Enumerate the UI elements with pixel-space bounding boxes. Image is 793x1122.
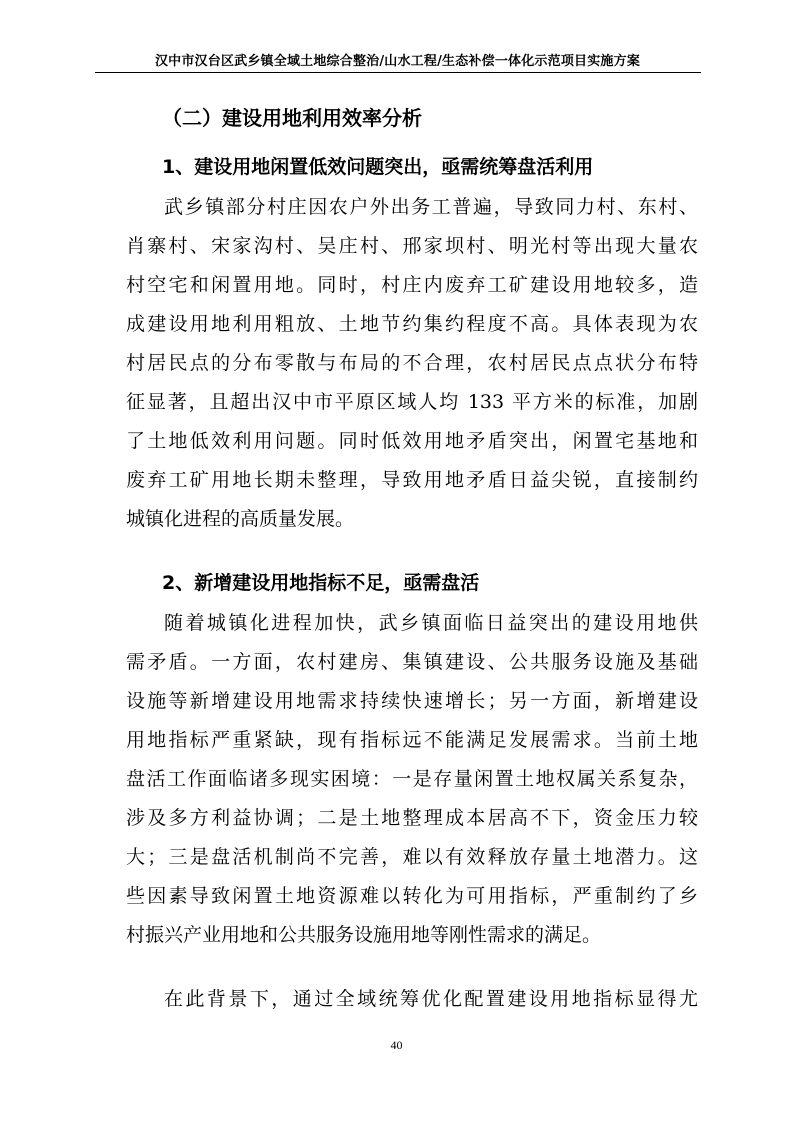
text-line: 涉及多方利益协调；二是土地整理成本居高不下，资金压力较 [126,807,698,829]
text-line: 随着城镇化进程加快，武乡镇面临日益突出的建设用地供 [164,612,698,634]
text-line: 些因素导致闲置土地资源难以转化为可用指标，严重制约了乡 [126,885,698,907]
text-line: 村振兴产业用地和公共服务设施用地等刚性需求的满足。 [126,924,602,946]
paragraph-idle-land [126,188,698,539]
text-line: 武乡镇部分村庄因农户外出务工普遍，导致同力村、东村、 [164,196,698,218]
paragraph-closing [126,980,698,1019]
text-line: 成建设用地利用粗放、土地节约集约程度不高。具体表现为农 [126,313,698,335]
document-title-header: 汉中市汉台区武乡镇全域土地综合整治/山水工程/生态补偿一体化示范项目实施方案 [154,54,641,69]
text-line: 城镇化进程的高质量发展。 [126,508,355,530]
text-line: 设施等新增建设用地需求持续快速增长；另一方面，新增建设 [126,690,698,712]
text-line: 在此背景下，通过全域统筹优化配置建设用地指标显得尤 [164,988,698,1010]
text-line: 用地指标严重紧缺，现有指标远不能满足发展需求。当前土地 [126,729,698,751]
subsection-heading-1: 1、建设用地闲置低效问题突出，亟需统筹盘活利用 [162,156,594,178]
text-line: 肖寨村、宋家沟村、吴庄村、邢家坝村、明光村等出现大量农 [126,235,698,257]
text-line: 村空宅和闲置用地。同时，村庄内废弃工矿建设用地较多，造 [126,274,698,296]
paragraph-land-quota [126,604,698,955]
header-divider [95,72,701,73]
text-line: 盘活工作面临诸多现实困境：一是存量闲置土地权属关系复杂， [126,768,698,790]
section-heading: （二）建设用地利用效率分析 [162,106,422,130]
page-number: 40 [390,1038,403,1052]
text-line: 村居民点的分布零散与布局的不合理，农村居民点点状分布特 [126,352,698,374]
subsection-heading-2: 2、新增建设用地指标不足，亟需盘活 [162,572,480,594]
text-line: 需矛盾。一方面，农村建房、集镇建设、公共服务设施及基础 [126,651,698,673]
text-line: 废弃工矿用地长期未整理，导致用地矛盾日益尖锐，直接制约 [126,469,698,491]
text-line: 大；三是盘活机制尚不完善，难以有效释放存量土地潜力。这 [126,846,698,868]
text-line: 了土地低效利用问题。同时低效用地矛盾突出，闲置宅基地和 [126,430,698,452]
text-line: 征显著，且超出汉中市平原区域人均 133 平方米的标准，加剧 [126,391,698,413]
